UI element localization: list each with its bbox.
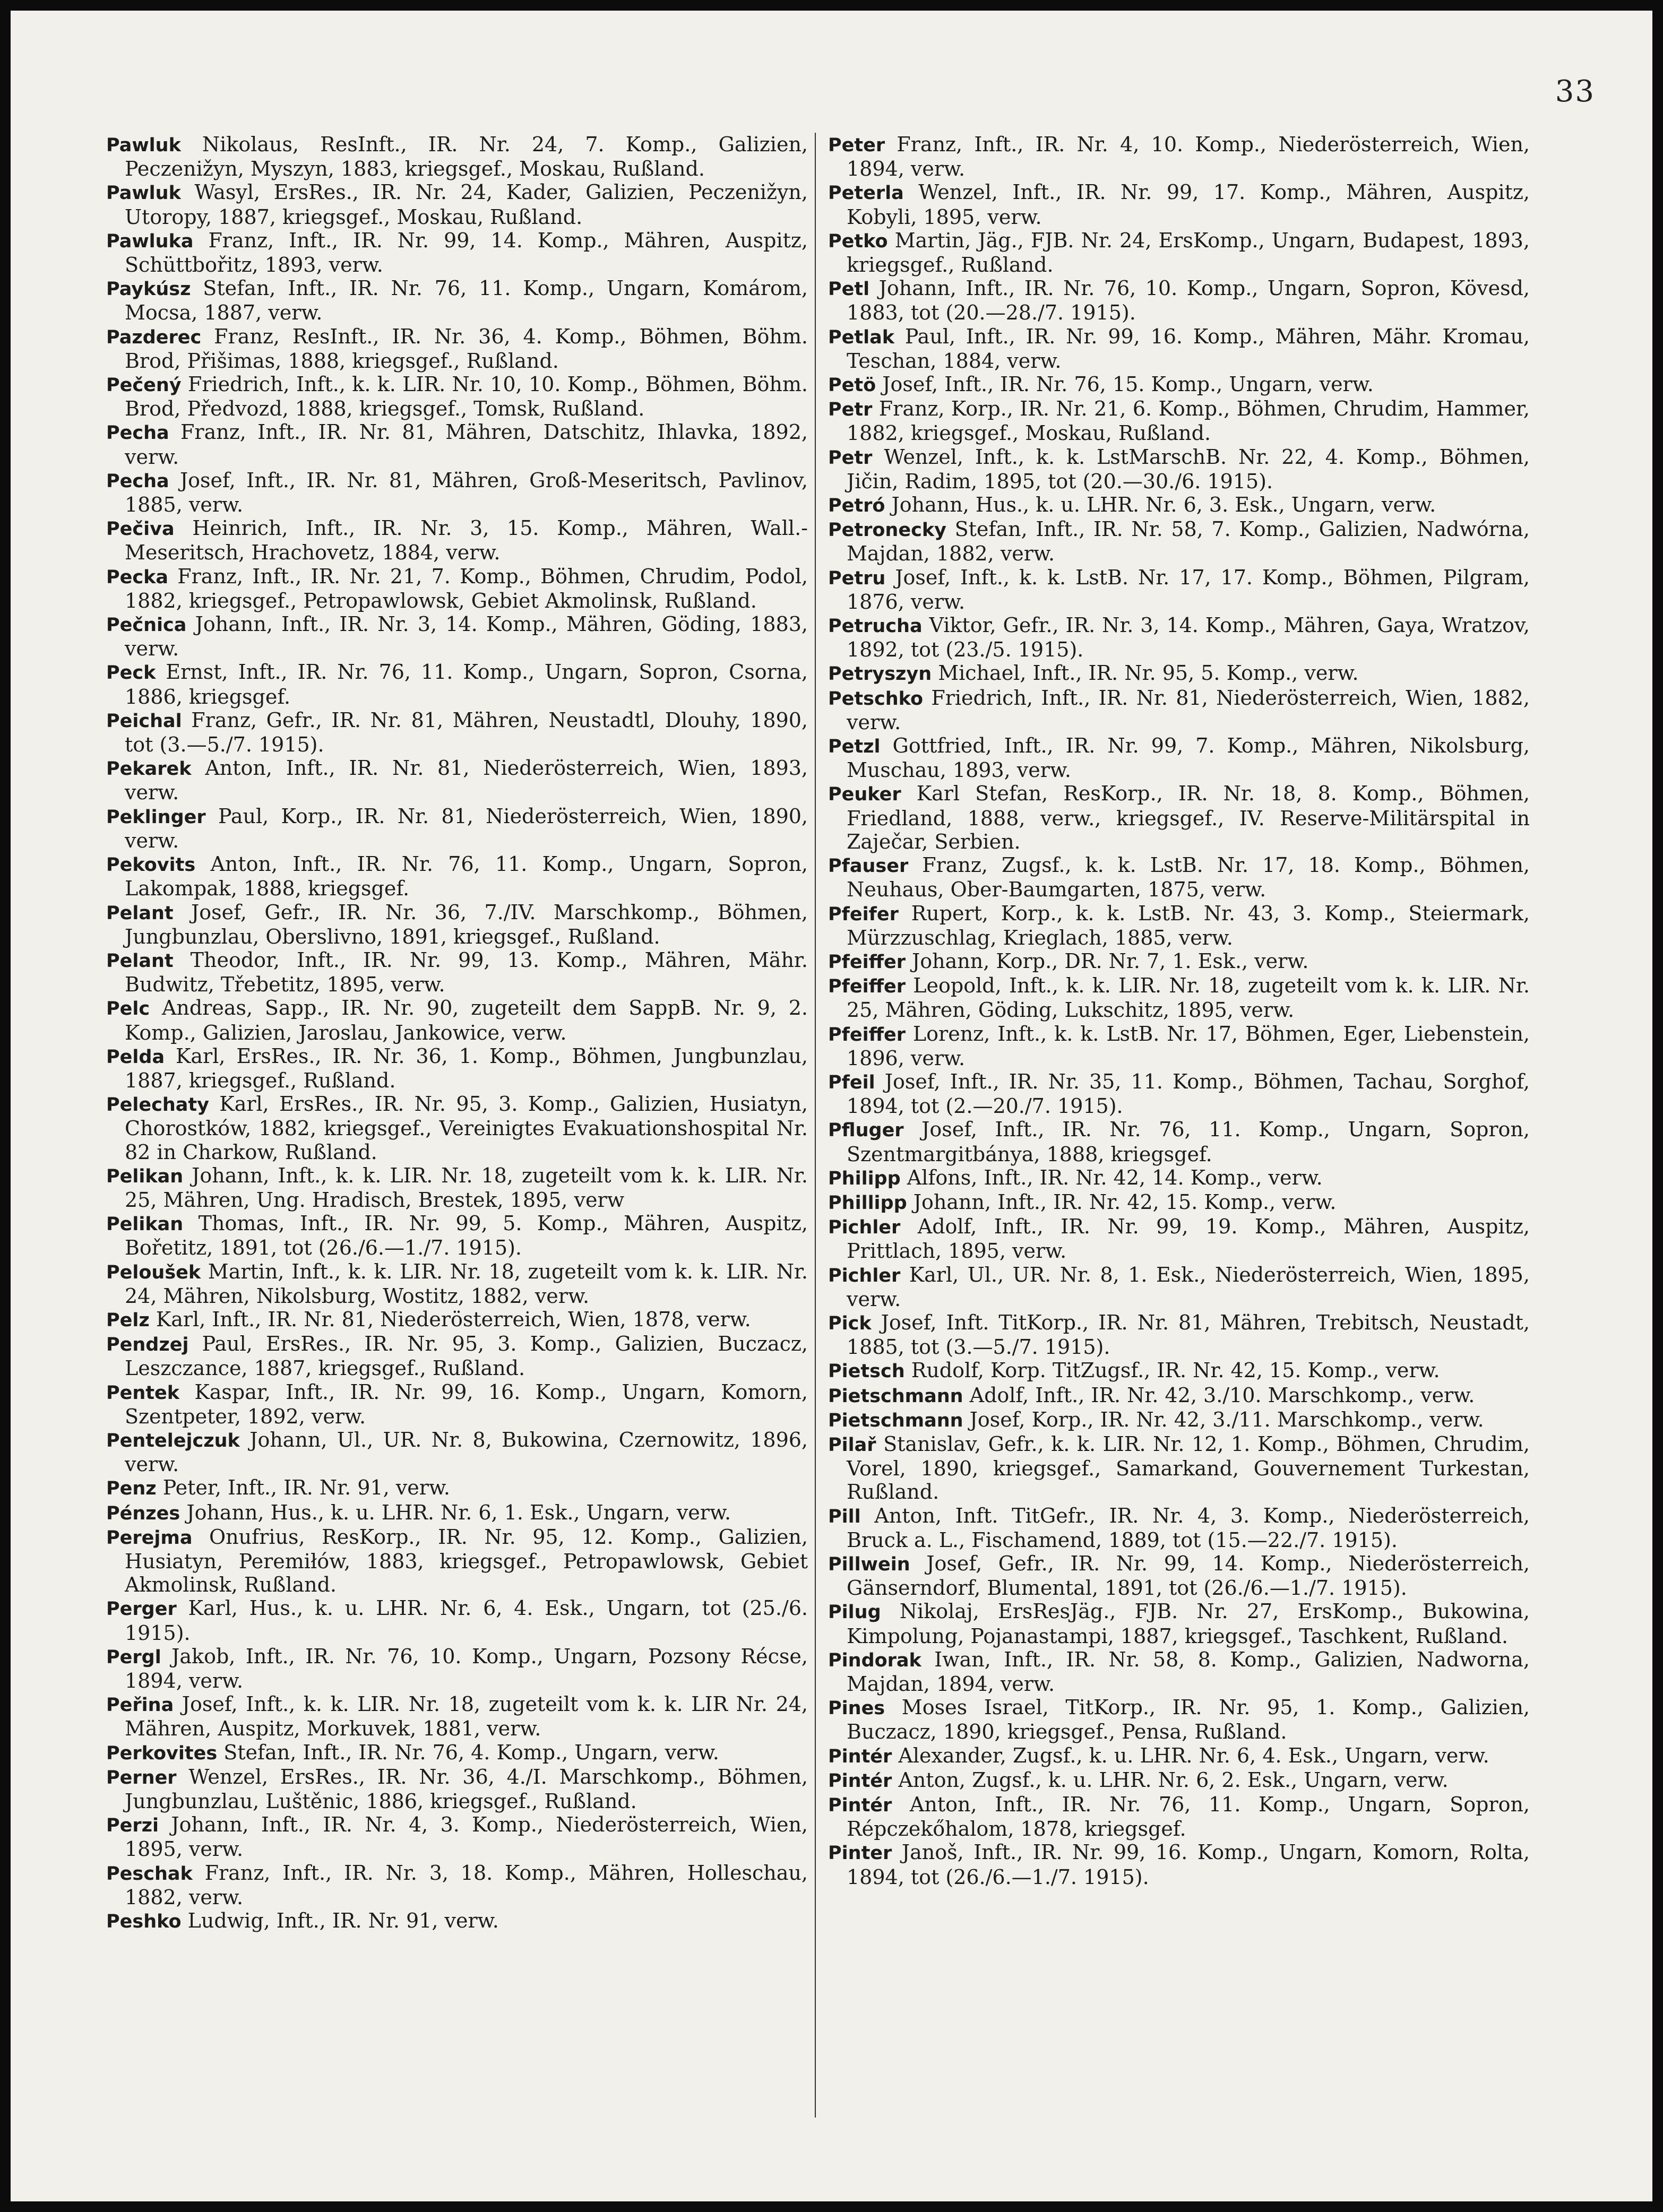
entry-details: Stefan, Inft., IR. Nr. 76, 11. Komp., Ungarn, Komárom, Mocsa, 1887, verw. xyxy=(125,276,808,325)
entry-details: Moses Israel, TitKorp., IR. Nr. 95, 1. Komp., Galizien, Buczacz, 1890, kriegsgef., Pensa, Rußland. xyxy=(847,1696,1530,1744)
entry-surname: Perejma xyxy=(106,1527,193,1549)
list-entry xyxy=(106,1692,808,1740)
list-entry xyxy=(106,1308,808,1332)
entry-details: Johann, Ul., UR. Nr. 8, Bukowina, Czernowitz, 1896, verw. xyxy=(125,1428,808,1476)
entry-details: Martin, Inft., k. k. LIR. Nr. 18, zugeteilt vom k. k. LIR. Nr. 24, Mähren, Nikolsburg, Wostitz, 1882, verw. xyxy=(125,1259,808,1308)
entry-details: Rudolf, Korp. TitZugsf., IR. Nr. 42, 15. Komp., verw. xyxy=(904,1359,1440,1382)
list-entry xyxy=(828,974,1530,1022)
entry-details: Johann, Inft., IR. Nr. 4, 3. Komp., Niederösterreich, Wien, 1895, verw. xyxy=(125,1813,808,1861)
list-entry xyxy=(106,1861,808,1909)
list-entry xyxy=(828,1359,1530,1383)
entry-surname: Pelikan xyxy=(106,1165,184,1187)
list-entry xyxy=(106,1741,808,1765)
entry-surname: Petró xyxy=(828,495,885,517)
entry-surname: Petru xyxy=(828,567,886,589)
entry-surname: Pelant xyxy=(106,902,174,924)
entry-details: Anton, Inft., IR. Nr. 81, Niederösterreich, Wien, 1893, verw. xyxy=(125,756,808,805)
entry-surname: Pecka xyxy=(106,566,169,588)
entry-details: Karl Stefan, ResKorp., IR. Nr. 18, 8. Komp., Böhmen, Friedland, 1888, verw., kriegsgef., IV. Reserve-Militärspital in Zaječar, Serbien. xyxy=(847,782,1530,853)
entry-details: Paul, Inft., IR. Nr. 99, 16. Komp., Mähren, Mähr. Kromau, Teschan, 1884, verw. xyxy=(847,324,1530,373)
list-entry xyxy=(106,901,808,948)
list-entry xyxy=(106,420,808,468)
entry-details: Nikolaj, ErsResJäg., FJB. Nr. 27, ErsKomp., Bukowina, Kimpolung, Pojanastampi, 1887, kriegsgef., Taschkent, Rußland. xyxy=(847,1600,1530,1648)
entry-surname: Peterla xyxy=(828,183,904,204)
list-entry xyxy=(106,469,808,516)
entry-surname: Peshko xyxy=(106,1911,182,1933)
list-entry xyxy=(828,661,1530,686)
entry-surname: Pilug xyxy=(828,1602,881,1623)
entry-surname: Pekarek xyxy=(106,758,192,780)
list-entry xyxy=(106,1380,808,1428)
list-entry xyxy=(828,949,1530,974)
list-entry xyxy=(828,493,1530,517)
entry-surname: Philipp xyxy=(828,1168,901,1189)
entry-details: Johann, Hus., k. u. LHR. Nr. 6, 1. Esk., Ungarn, verw. xyxy=(180,1500,731,1524)
entry-details: Johann, Inft., IR. Nr. 76, 10. Komp., Ungarn, Sopron, Kövesd, 1883, tot (20.—28./7. 1915). xyxy=(847,276,1530,325)
entry-surname: Peschak xyxy=(106,1863,193,1885)
list-entry xyxy=(106,1596,808,1644)
entry-surname: Pawluk xyxy=(106,183,181,204)
entry-details: Andreas, Sapp., IR. Nr. 90, zugeteilt dem SappB. Nr. 9, 2. Komp., Galizien, Jaroslau, Jankowice, verw. xyxy=(125,996,808,1044)
list-entry xyxy=(828,180,1530,228)
entry-details: Gottfried, Inft., IR. Nr. 99, 7. Komp., Mähren, Nikolsburg, Muschau, 1893, verw. xyxy=(847,734,1530,782)
entry-details: Friedrich, Inft., k. k. LIR. Nr. 10, 10. Komp., Böhmen, Böhm. Brod, Předvozd, 1888, kriegsgef., Tomsk, Rußland. xyxy=(125,373,808,421)
list-entry xyxy=(106,565,808,612)
list-entry xyxy=(828,734,1530,782)
list-entry xyxy=(828,1768,1530,1793)
list-entry xyxy=(106,948,808,996)
list-entry xyxy=(106,805,808,852)
list-entry xyxy=(828,1118,1530,1165)
list-entry xyxy=(106,373,808,420)
entry-details: Franz, Inft., IR. Nr. 4, 10. Komp., Niederösterreich, Wien, 1894, verw. xyxy=(847,133,1530,181)
entry-surname: Pintér xyxy=(828,1770,892,1792)
entry-surname: Perger xyxy=(106,1598,177,1620)
entry-details: Janoš, Inft., IR. Nr. 99, 16. Komp., Ungarn, Komorn, Rolta, 1894, tot (26./6.—1./7. 1915). xyxy=(847,1841,1530,1889)
entry-surname: Pelant xyxy=(106,950,174,972)
entry-surname: Peřina xyxy=(106,1695,174,1716)
entry-details: Stanislav, Gefr., k. k. LIR. Nr. 12, 1. Komp., Böhmen, Chrudim, Vorel, 1890, kriegsgef., Samarkand, Gouvernement Turkestan, Rußland. xyxy=(847,1432,1530,1504)
entry-details: Theodor, Inft., IR. Nr. 99, 13. Komp., Mähren, Mähr. Budwitz, Třebetitz, 1895, verw. xyxy=(125,948,808,997)
entry-surname: Peklinger xyxy=(106,806,206,828)
entry-surname: Petryszyn xyxy=(828,663,932,685)
list-entry xyxy=(828,397,1530,445)
entry-surname: Pindorak xyxy=(828,1649,921,1671)
entry-surname: Pillwein xyxy=(828,1553,910,1575)
list-entry xyxy=(828,276,1530,324)
entry-surname: Phillipp xyxy=(828,1192,907,1214)
entry-details: Anton, Inft. TitGefr., IR. Nr. 4, 3. Komp., Niederösterreich, Bruck a. L., Fischamend, 1889, tot (15.—22./7. 1915). xyxy=(847,1504,1530,1552)
entry-details: Josef, Inft., IR. Nr. 76, 11. Komp., Ungarn, Sopron, Szentmargitbánya, 1888, kriegsgef. xyxy=(847,1118,1530,1166)
entry-surname: Pentelejczuk xyxy=(106,1430,240,1451)
list-entry xyxy=(106,1765,808,1813)
entry-details: Onufrius, ResKorp., IR. Nr. 95, 12. Komp., Galizien, Husiatyn, Peremiłów, 1883, kriegsgef., Petropawlowsk, Gebiet Akmolinsk, Rußland. xyxy=(125,1525,808,1597)
entry-surname: Petzl xyxy=(828,736,881,758)
entry-surname: Pietsch xyxy=(828,1361,905,1382)
entry-surname: Peck xyxy=(106,662,156,684)
list-entry xyxy=(106,1260,808,1308)
list-entry xyxy=(106,1501,808,1525)
entry-surname: Peter xyxy=(828,135,885,156)
entry-details: Alexander, Zugsf., k. u. LHR. Nr. 6, 4. Esk., Ungarn, verw. xyxy=(892,1743,1489,1767)
entry-surname: Pfeifer xyxy=(828,903,899,925)
list-entry xyxy=(828,229,1530,276)
list-entry xyxy=(106,1164,808,1212)
entry-details: Josef, Gefr., IR. Nr. 99, 14. Komp., Niederösterreich, Gänserndorf, Blumental, 1891, tot (26./6.—1./7. 1915). xyxy=(847,1551,1530,1600)
entry-surname: Pfluger xyxy=(828,1120,904,1142)
list-entry xyxy=(106,1525,808,1597)
entry-details: Franz, ResInft., IR. Nr. 36, 4. Komp., Böhmen, Böhm. Brod, Přišimas, 1888, kriegsgef., Rußland. xyxy=(125,324,808,373)
entry-details: Karl, Inft., IR. Nr. 81, Niederösterreich, Wien, 1878, verw. xyxy=(149,1307,751,1331)
entry-details: Jakob, Inft., IR. Nr. 76, 10. Komp., Ungarn, Pozsony Récse, 1894, verw. xyxy=(125,1644,808,1692)
list-entry xyxy=(828,1648,1530,1696)
entry-surname: Pfeiffer xyxy=(828,1024,906,1045)
entry-surname: Pelc xyxy=(106,998,150,1020)
list-entry xyxy=(106,1092,808,1164)
list-entry xyxy=(106,996,808,1044)
entry-surname: Petö xyxy=(828,375,876,396)
entry-details: Anton, Zugsf., k. u. LHR. Nr. 6, 2. Esk., Ungarn, verw. xyxy=(892,1768,1449,1792)
list-entry xyxy=(828,325,1530,373)
entry-details: Johann, Inft., IR. Nr. 42, 15. Komp., verw. xyxy=(907,1190,1337,1214)
list-entry xyxy=(828,445,1530,493)
entry-surname: Pelda xyxy=(106,1046,165,1068)
entry-surname: Pill xyxy=(828,1506,861,1527)
list-entry xyxy=(106,1212,808,1259)
entry-details: Viktor, Gefr., IR. Nr. 3, 14. Komp., Mähren, Gaya, Wratzov, 1892, tot (23./5. 1915). xyxy=(847,614,1530,662)
list-entry xyxy=(828,1070,1530,1118)
entry-details: Anton, Inft., IR. Nr. 76, 11. Komp., Ungarn, Sopron, Répczekőhalom, 1878, kriegsgef. xyxy=(847,1793,1530,1841)
entry-details: Franz, Inft., IR. Nr. 21, 7. Komp., Böhmen, Chrudim, Podol, 1882, kriegsgef., Petropawlowsk, Gebiet Akmolinsk, Rußland. xyxy=(125,564,808,612)
entry-details: Friedrich, Inft., IR. Nr. 81, Niederösterreich, Wien, 1882, verw. xyxy=(847,686,1530,734)
entry-surname: Petrucha xyxy=(828,616,923,637)
entry-surname: Pergl xyxy=(106,1646,161,1668)
entry-details: Paul, ErsRes., IR. Nr. 95, 3. Komp., Galizien, Buczacz, Leszczance, 1887, kriegsgef., Rußland. xyxy=(125,1332,808,1380)
entry-surname: Perkovites xyxy=(106,1742,218,1764)
list-entry xyxy=(828,1215,1530,1263)
list-entry xyxy=(828,517,1530,565)
entry-details: Ernst, Inft., IR. Nr. 76, 11. Komp., Ungarn, Sopron, Csorna, 1886, kriegsgef. xyxy=(125,660,808,708)
entry-surname: Pines xyxy=(828,1698,885,1720)
entry-surname: Pinter xyxy=(828,1843,892,1864)
list-entry xyxy=(828,1504,1530,1552)
entry-details: Wenzel, Inft., k. k. LstMarschB. Nr. 22, 4. Komp., Böhmen, Jičin, Radim, 1895, tot (20.—30./6. 1915). xyxy=(847,445,1530,493)
entry-surname: Pentek xyxy=(106,1382,180,1404)
entry-details: Johann, Inft., IR. Nr. 3, 14. Komp., Mähren, Göding, 1883, verw. xyxy=(125,612,808,661)
entry-details: Josef, Inft., k. k. LIR. Nr. 18, zugeteilt vom k. k. LIR Nr. 24, Mähren, Auspitz, Morkuvek, 1881, verw. xyxy=(125,1692,808,1741)
list-entry xyxy=(106,276,808,324)
entry-details: Lorenz, Inft., k. k. LstB. Nr. 17, Böhmen, Eger, Liebenstein, 1896, verw. xyxy=(847,1022,1530,1070)
list-entry xyxy=(828,1263,1530,1311)
right-column xyxy=(828,133,1530,1889)
entry-surname: Perner xyxy=(106,1767,177,1788)
entry-details: Franz, Zugsf., k. k. LstB. Nr. 17, 18. Komp., Böhmen, Neuhaus, Ober-Baumgarten, 1875, verw. xyxy=(847,853,1530,902)
list-entry xyxy=(106,133,808,180)
list-entry xyxy=(106,1044,808,1092)
entry-details: Wasyl, ErsRes., IR. Nr. 24, Kader, Galizien, Peczenižyn, Utoropy, 1887, kriegsgef., Moskau, Rußland. xyxy=(125,180,808,229)
list-entry xyxy=(828,1311,1530,1359)
list-entry xyxy=(106,516,808,564)
list-entry xyxy=(828,373,1530,397)
entry-surname: Pekovits xyxy=(106,854,196,876)
list-entry xyxy=(828,1022,1530,1070)
list-entry xyxy=(106,708,808,756)
entry-surname: Pfeiffer xyxy=(828,976,906,998)
list-entry xyxy=(106,612,808,660)
entry-details: Heinrich, Inft., IR. Nr. 3, 15. Komp., Mähren, Wall.-Meseritsch, Hrachovetz, 1884, verw. xyxy=(125,516,808,565)
entry-surname: Pintér xyxy=(828,1795,892,1817)
list-entry xyxy=(828,1696,1530,1743)
entry-details: Josef, Inft., IR. Nr. 76, 15. Komp., Ungarn, verw. xyxy=(876,373,1374,396)
entry-details: Paul, Korp., IR. Nr. 81, Niederösterreich, Wien, 1890, verw. xyxy=(125,804,808,852)
entry-details: Kaspar, Inft., IR. Nr. 99, 16. Komp., Ungarn, Komorn, Szentpeter, 1892, verw. xyxy=(125,1380,808,1428)
list-entry xyxy=(828,566,1530,614)
entry-details: Nikolaus, ResInft., IR. Nr. 24, 7. Komp., Galizien, Peczenižyn, Myszyn, 1883, kriegsgef., Moskau, Rußland. xyxy=(125,133,808,181)
entry-details: Karl, Hus., k. u. LHR. Nr. 6, 4. Esk., Ungarn, tot (25./6. 1915). xyxy=(125,1596,808,1645)
list-entry xyxy=(106,1332,808,1380)
entry-details: Adolf, Inft., IR. Nr. 42, 3./10. Marschkomp., verw. xyxy=(963,1383,1475,1407)
entry-details: Josef, Inft. TitKorp., IR. Nr. 81, Mähren, Trebitsch, Neustadt, 1885, tot (3.—5./7. 1915). xyxy=(847,1310,1530,1359)
list-entry xyxy=(106,756,808,804)
entry-details: Josef, Inft., k. k. LstB. Nr. 17, 17. Komp., Böhmen, Pilgram, 1876, verw. xyxy=(847,565,1530,614)
page-number: 33 xyxy=(1555,74,1595,109)
entry-surname: Penz xyxy=(106,1478,157,1500)
entry-details: Franz, Gefr., IR. Nr. 81, Mähren, Neustadtl, Dlouhy, 1890, tot (3.—5./7. 1915). xyxy=(125,708,808,757)
entry-details: Josef, Inft., IR. Nr. 81, Mähren, Groß-Meseritsch, Pavlinov, 1885, verw. xyxy=(125,468,808,517)
entry-surname: Petlak xyxy=(828,326,895,348)
entry-details: Rupert, Korp., k. k. LstB. Nr. 43, 3. Komp., Steiermark, Mürzzuschlag, Krieglach, 1885, verw. xyxy=(847,901,1530,949)
entry-surname: Pietschmann xyxy=(828,1385,963,1407)
entry-surname: Paykúsz xyxy=(106,279,191,300)
entry-surname: Pendzej xyxy=(106,1334,189,1356)
entry-details: Johann, Korp., DR. Nr. 7, 1. Esk., verw. xyxy=(905,949,1309,973)
entry-details: Wenzel, Inft., IR. Nr. 99, 17. Komp., Mähren, Auspitz, Kobyli, 1895, verw. xyxy=(847,180,1530,229)
entry-surname: Perzi xyxy=(106,1815,159,1837)
list-entry xyxy=(106,660,808,708)
entry-surname: Pichler xyxy=(828,1217,901,1239)
entry-details: Anton, Inft., IR. Nr. 76, 11. Komp., Ungarn, Sopron, Lakompak, 1888, kriegsgef. xyxy=(125,852,808,901)
entry-details: Thomas, Inft., IR. Nr. 99, 5. Komp., Mähren, Auspitz, Bořetitz, 1891, tot (26./6.—1./7. 1915). xyxy=(125,1212,808,1260)
entry-details: Peter, Inft., IR. Nr. 91, verw. xyxy=(156,1476,450,1500)
list-entry xyxy=(828,782,1530,853)
entry-surname: Pečiva xyxy=(106,519,175,540)
list-entry xyxy=(106,852,808,900)
entry-details: Michael, Inft., IR. Nr. 95, 5. Komp., verw. xyxy=(932,661,1359,685)
list-entry xyxy=(828,1793,1530,1841)
list-entry xyxy=(828,1408,1530,1432)
entry-surname: Pénzes xyxy=(106,1502,180,1524)
list-entry xyxy=(106,1813,808,1861)
entry-surname: Peloušek xyxy=(106,1261,201,1283)
entry-surname: Pelechaty xyxy=(106,1094,209,1116)
entry-surname: Pečnica xyxy=(106,615,187,636)
entry-details: Josef, Inft., IR. Nr. 35, 11. Komp., Böhmen, Tachau, Sorghof, 1894, tot (2.—20./7. 1915). xyxy=(847,1069,1530,1118)
entry-details: Ludwig, Inft., IR. Nr. 91, verw. xyxy=(181,1909,499,1933)
list-entry xyxy=(828,1432,1530,1504)
list-entry xyxy=(106,1645,808,1692)
entry-surname: Pawluka xyxy=(106,230,194,252)
entry-details: Karl, ErsRes., IR. Nr. 36, 1. Komp., Böhmen, Jungbunzlau, 1887, kriegsgef., Rußland. xyxy=(125,1044,808,1092)
entry-details: Adolf, Inft., IR. Nr. 99, 19. Komp., Mähren, Auspitz, Prittlach, 1895, verw. xyxy=(847,1215,1530,1263)
column-divider xyxy=(815,133,816,2118)
entry-details: Martin, Jäg., FJB. Nr. 24, ErsKomp., Ungarn, Budapest, 1893, kriegsgef., Rußland. xyxy=(847,228,1530,277)
entry-details: Alfons, Inft., IR. Nr. 42, 14. Komp., verw. xyxy=(900,1165,1323,1189)
list-entry xyxy=(828,1166,1530,1190)
entry-details: Franz, Inft., IR. Nr. 3, 18. Komp., Mähren, Holleschau, 1882, verw. xyxy=(125,1861,808,1909)
entry-details: Johann, Hus., k. u. LHR. Nr. 6, 3. Esk., Ungarn, verw. xyxy=(885,493,1436,517)
entry-details: Karl, Ul., UR. Nr. 8, 1. Esk., Niederösterreich, Wien, 1895, verw. xyxy=(847,1263,1530,1311)
entry-surname: Pelikan xyxy=(106,1214,184,1235)
entry-surname: Pawluk xyxy=(106,135,181,156)
entry-details: Stefan, Inft., IR. Nr. 58, 7. Komp., Galizien, Nadwórna, Majdan, 1882, verw. xyxy=(847,517,1530,566)
entry-surname: Petko xyxy=(828,230,888,252)
entry-surname: Pecha xyxy=(106,470,169,492)
list-entry xyxy=(828,1384,1530,1408)
list-entry xyxy=(828,1552,1530,1600)
entry-details: Franz, Korp., IR. Nr. 21, 6. Komp., Böhmen, Chrudim, Hammer, 1882, kriegsgef., Moskau, Rußland. xyxy=(847,397,1530,445)
list-entry xyxy=(828,614,1530,661)
entry-surname: Petr xyxy=(828,447,873,469)
list-entry xyxy=(828,686,1530,734)
entry-details: Wenzel, ErsRes., IR. Nr. 36, 4./I. Marschkomp., Böhmen, Jungbunzlau, Luštěnic, 1886, kriegsgef., Rußland. xyxy=(125,1765,808,1813)
entry-details: Josef, Korp., IR. Nr. 42, 3./11. Marschkomp., verw. xyxy=(963,1407,1484,1431)
list-entry xyxy=(828,902,1530,949)
list-entry xyxy=(106,325,808,373)
entry-surname: Petronecky xyxy=(828,520,946,541)
entry-surname: Peichal xyxy=(106,710,182,732)
entry-surname: Pietschmann xyxy=(828,1410,963,1431)
entry-surname: Petl xyxy=(828,279,870,300)
list-entry xyxy=(828,1190,1530,1215)
list-entry xyxy=(828,853,1530,901)
entry-surname: Petr xyxy=(828,399,873,421)
list-entry xyxy=(106,229,808,276)
list-entry xyxy=(106,180,808,228)
list-entry xyxy=(106,1909,808,1933)
list-entry xyxy=(828,1744,1530,1768)
entry-details: Leopold, Inft., k. k. LIR. Nr. 18, zugeteilt vom k. k. LIR. Nr. 25, Mähren, Göding, Lukschitz, 1895, verw. xyxy=(847,974,1530,1022)
list-entry xyxy=(106,1476,808,1500)
entry-surname: Petschko xyxy=(828,688,923,710)
entry-details: Franz, Inft., IR. Nr. 81, Mähren, Datschitz, Ihlavka, 1892, verw. xyxy=(125,420,808,469)
left-column xyxy=(106,133,808,1933)
entry-surname: Pfauser xyxy=(828,856,909,877)
entry-surname: Peuker xyxy=(828,784,901,806)
entry-details: Iwan, Inft., IR. Nr. 58, 8. Komp., Galizien, Nadworna, Majdan, 1894, verw. xyxy=(847,1647,1530,1696)
list-entry xyxy=(828,1841,1530,1888)
entry-details: Franz, Inft., IR. Nr. 99, 14. Komp., Mähren, Auspitz, Schüttbořitz, 1893, verw. xyxy=(125,228,808,277)
entry-surname: Pečený xyxy=(106,375,182,396)
list-entry xyxy=(828,133,1530,180)
entry-details: Karl, ErsRes., IR. Nr. 95, 3. Komp., Galizien, Husiatyn, Chorostków, 1882, kriegsgef., Vereinigtes Evakuationshospital Nr. 82 in Charkow, Rußland. xyxy=(125,1092,808,1164)
entry-surname: Pelz xyxy=(106,1309,150,1331)
entry-details: Stefan, Inft., IR. Nr. 76, 4. Komp., Ungarn, verw. xyxy=(217,1740,719,1764)
entry-surname: Pfeil xyxy=(828,1072,875,1093)
entry-surname: Pilař xyxy=(828,1434,876,1456)
entry-surname: Pazderec xyxy=(106,326,202,348)
entry-surname: Pfeiffer xyxy=(828,951,906,973)
entry-surname: Pick xyxy=(828,1312,872,1334)
document-page xyxy=(11,11,1652,2201)
entry-surname: Pecha xyxy=(106,422,169,444)
list-entry xyxy=(106,1428,808,1476)
list-entry xyxy=(828,1600,1530,1647)
entry-details: Josef, Gefr., IR. Nr. 36, 7./IV. Marschkomp., Böhmen, Jungbunzlau, Oberslivno, 1891, kriegsgef., Rußland. xyxy=(125,900,808,948)
entry-surname: Pintér xyxy=(828,1746,892,1767)
entry-details: Johann, Inft., k. k. LIR. Nr. 18, zugeteilt vom k. k. LIR. Nr. 25, Mähren, Ung. Hradisch, Brestek, 1895, verw xyxy=(125,1163,808,1212)
entry-surname: Pichler xyxy=(828,1265,901,1286)
